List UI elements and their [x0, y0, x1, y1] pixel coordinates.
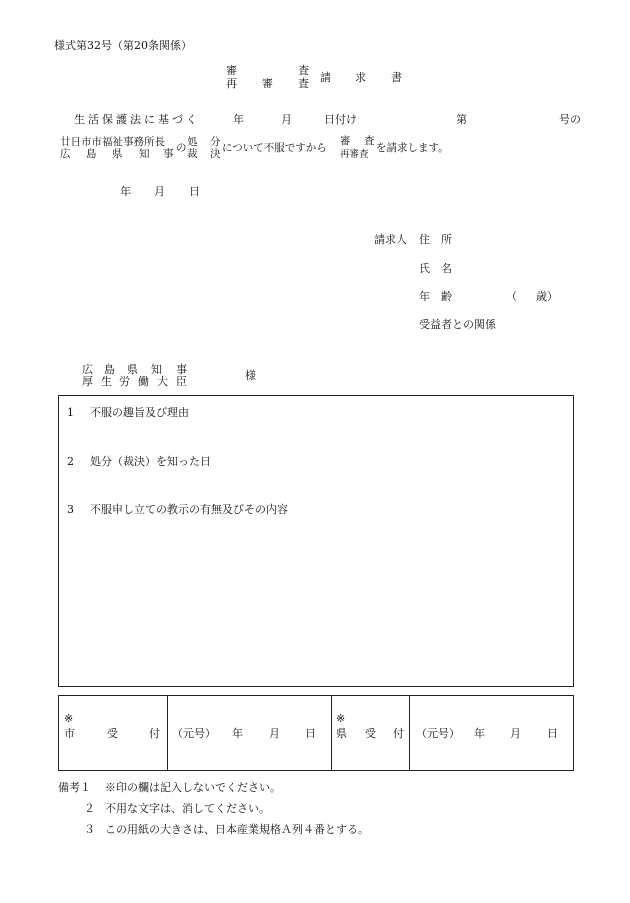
addressee-1-2: 島: [104, 363, 115, 376]
addressee-2-1: 厚: [82, 375, 93, 388]
title-shin: 審: [226, 64, 237, 77]
note-3-number: ３: [84, 823, 95, 836]
addressee-2-3: 労: [119, 375, 130, 388]
claimant-name-label: 氏 名: [419, 262, 452, 275]
intro-gou: 号の: [559, 113, 581, 126]
office-hiroshima-4: 知: [139, 148, 150, 160]
addressee-2-5: 大: [157, 375, 168, 388]
word-bun: 分: [210, 136, 221, 148]
item-1-text: 不服の趣旨及び理由: [90, 406, 189, 419]
title-sho: 書: [391, 71, 402, 84]
disposition-end: を請求します。: [376, 142, 449, 154]
pref-receipt-2: 受: [365, 727, 376, 740]
note-2-number: ２: [84, 802, 95, 815]
title-kyu: 求: [355, 71, 366, 84]
intro-month: 月: [281, 113, 292, 126]
addressee-honorific: 様: [245, 369, 256, 382]
city-receipt-2: 受: [107, 727, 118, 740]
city-year: 年: [232, 727, 243, 740]
receipt-divider-3: [409, 696, 410, 770]
title-sai-shin: 審: [262, 77, 273, 90]
particle-no: の: [176, 142, 187, 154]
title-sai: 再: [226, 77, 237, 90]
office-hiroshima-1: 広: [60, 148, 71, 160]
title-sa-2: 査: [298, 77, 309, 90]
pref-receipt-3: 付: [393, 727, 404, 740]
item-2-text: 処分（裁決）を知った日: [90, 455, 211, 468]
office-hiroshima-2: 島: [86, 148, 97, 160]
word-sa: 査: [364, 135, 375, 147]
item-1-number: 1: [67, 406, 74, 419]
receipt-box: [58, 695, 574, 771]
city-day: 日: [305, 727, 316, 740]
claimant-age-suffix: 歳）: [536, 290, 558, 303]
word-sho: 処: [187, 136, 198, 148]
pref-year: 年: [474, 727, 485, 740]
title-sa-1: 査: [298, 64, 309, 77]
intro-dated: 日付け: [324, 113, 357, 126]
addressee-2-6: 臣: [176, 375, 187, 388]
city-receipt-1: 市: [64, 727, 75, 740]
claimant-age-paren: （: [506, 290, 517, 303]
claimant-age-label: 年 齢: [419, 290, 452, 303]
addressee-1-5: 事: [176, 363, 187, 376]
office-hatsukaichi: 廿日市市福祉事務所長: [60, 136, 165, 148]
title-sei: 請: [320, 71, 331, 84]
word-ketsu: 決: [210, 148, 221, 160]
word-shin: 審: [340, 135, 351, 147]
addressee-2-2: 生: [101, 375, 112, 388]
date-year: 年: [120, 185, 131, 198]
claimant-label: 請求人: [374, 233, 407, 246]
addressee-2-4: 働: [138, 375, 149, 388]
office-hiroshima-5: 事: [163, 148, 174, 160]
note-1-number: 備考１: [58, 781, 91, 794]
item-3-number: 3: [67, 503, 74, 516]
pref-day: 日: [547, 727, 558, 740]
receipt-divider-1: [167, 696, 168, 770]
note-2-text: 不用な文字は、消してください。: [105, 802, 270, 815]
addressee-1-1: 広: [82, 363, 93, 376]
city-month: 月: [269, 727, 280, 740]
city-mark: ※: [64, 712, 74, 725]
note-1-text: ※印の欄は記入しないでください。: [105, 781, 281, 794]
intro-dai: 第: [456, 113, 467, 126]
intro-year: 年: [233, 113, 244, 126]
date-day: 日: [189, 185, 200, 198]
pref-gengo: （元号）: [416, 727, 460, 740]
claimant-address-label: 住 所: [419, 233, 452, 246]
item-3-text: 不服申し立ての教示の有無及びその内容: [90, 503, 288, 516]
date-month: 月: [154, 185, 165, 198]
claimant-relation-label: 受益者との関係: [419, 318, 496, 331]
word-sai: 裁: [187, 148, 198, 160]
form-number: 様式第32号（第20条関係）: [54, 39, 192, 52]
content-box: [58, 395, 574, 687]
note-3-text: この用紙の大きさは、日本産業規格Ａ列４番とする。: [105, 823, 369, 836]
receipt-divider-2: [331, 696, 332, 770]
addressee-1-4: 知: [151, 363, 162, 376]
intro-law: 生活保護法に基づく: [74, 113, 200, 126]
item-2-number: 2: [67, 455, 74, 468]
word-saishinsa: 再審査: [340, 149, 369, 160]
disposition-middle: について不服ですから: [222, 142, 327, 154]
pref-month: 月: [510, 727, 521, 740]
addressee-1-3: 県: [127, 363, 138, 376]
city-receipt-3: 付: [149, 727, 160, 740]
office-hiroshima-3: 県: [112, 148, 123, 160]
pref-receipt-1: 県: [336, 727, 347, 740]
city-gengo: （元号）: [172, 727, 216, 740]
pref-mark: ※: [336, 712, 346, 725]
